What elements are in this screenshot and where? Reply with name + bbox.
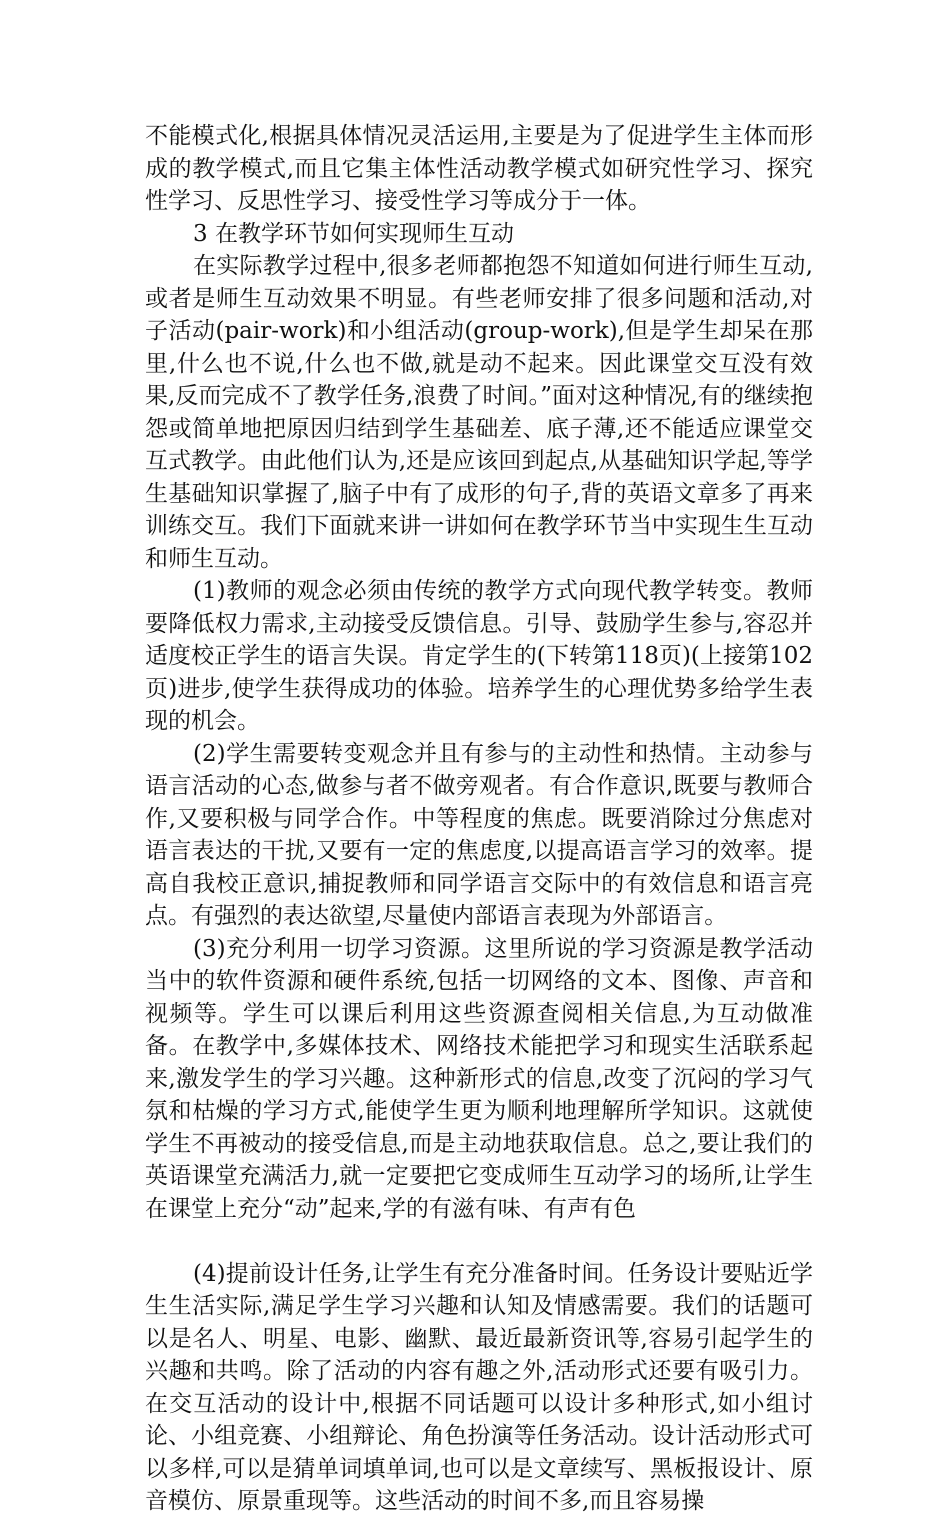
paragraph-continuation: 不能模式化,根据具体情况灵活运用,主要是为了促进学生主体而形成的教学模式,而且它集主体性活动教学模式如研究性学习、探究性学习、反思性学习、接受性学习等成分于一体。 bbox=[145, 123, 813, 214]
section-heading: 3 在教学环节如何实现师生互动 bbox=[193, 220, 514, 247]
paragraph-intro: 在实际教学过程中,很多老师都抱怨不知道如何进行师生互动,或者是师生互动效果不明显。有些老师安排了很多问题和活动,对子活动(pair-work)和小组活动(group-work),但是学生却呆在那里,什么也不说,什么也不做,就是动不起来。因此课堂交互没有效果,反而完成不了教学任务,浪费了时间。”面对这种情况,有的继续抱怨或简单地把原因归结到学生基础差、底子薄,还不能适应课堂交互式教学。由此他们认为,还是应该回到起点,从基础知识学起,等学生基础知识掌握了,脑子中有了成形的句子,背的英语文章多了再来训练交互。我们下面就来讲一讲如何在教学环节当中实现生生互动和师生互动。 bbox=[145, 253, 813, 572]
body-text bbox=[145, 120, 813, 1518]
blank-line bbox=[145, 1225, 813, 1258]
paragraph-point-1: (1)教师的观念必须由传统的教学方式向现代教学转变。教师要降低权力需求,主动接受反馈信息。引导、鼓励学生参与,容忍并适度校正学生的语言失误。肯定学生的(下转第118页)(上接第102页)进步,使学生获得成功的体验。培养学生的心理优势多给学生表现的机会。 bbox=[145, 578, 813, 734]
paragraph-point-4: (4)提前设计任务,让学生有充分准备时间。任务设计要贴近学生生活实际,满足学生学习兴趣和认知及情感需要。我们的话题可以是名人、明星、电影、幽默、最近最新资讯等,容易引起学生的兴趣和共鸣。除了活动的内容有趣之外,活动形式还要有吸引力。在交互活动的设计中,根据不同话题可以设计多种形式,如小组讨论、小组竞赛、小组辩论、角色扮演等任务活动。设计活动形式可以多样,可以是猜单词填单词,也可以是文章续写、黑板报设计、原音模仿、原景重现等。这些活动的时间不多,而且容易操 bbox=[145, 1260, 813, 1514]
paragraph-point-3: (3)充分利用一切学习资源。这里所说的学习资源是教学活动当中的软件资源和硬件系统,包括一切网络的文本、图像、声音和视频等。学生可以课后利用这些资源查阅相关信息,为互动做准备。在教学中,多媒体技术、网络技术能把学习和现实生活联系起来,激发学生的学习兴趣。这种新形式的信息,改变了沉闷的学习气氛和枯燥的学习方式,能使学生更为顺利地理解所学知识。这就使学生不再被动的接受信息,而是主动地获取信息。总之,要让我们的英语课堂充满活力,就一定要把它变成师生互动学习的场所,让学生在课堂上充分“动”起来,学的有滋有味、有声有色 bbox=[145, 935, 813, 1222]
paragraph-point-2: (2)学生需要转变观念并且有参与的主动性和热情。主动参与语言活动的心态,做参与者不做旁观者。有合作意识,既要与教师合作,又要积极与同学合作。中等程度的焦虑。既要消除过分焦虑对语言表达的干扰,又要有一定的焦虑度,以提高语言学习的效率。提高自我校正意识,捕捉教师和同学语言交际中的有效信息和语言亮点。有强烈的表达欲望,尽量使内部语言表现为外部语言。 bbox=[145, 740, 813, 929]
